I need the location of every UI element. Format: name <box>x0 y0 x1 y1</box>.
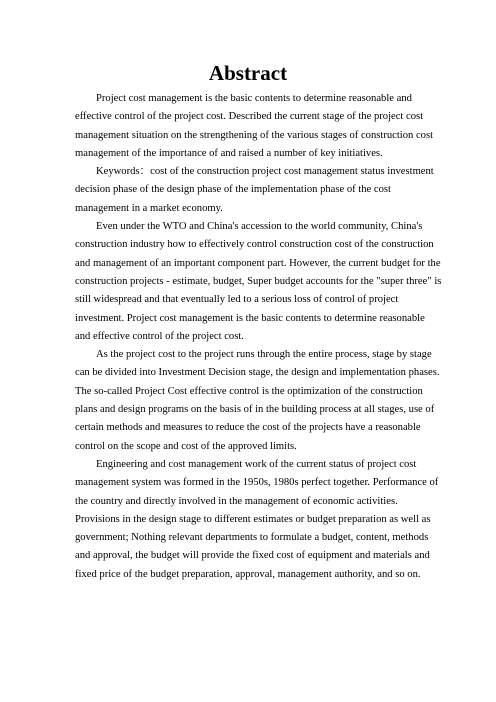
text-line: the country and directly involved in the management of economic activities. <box>75 495 398 507</box>
text-line: effective control of the project cost. Described the current stage of the project cost <box>75 111 424 123</box>
page-title: Abstract <box>208 61 288 85</box>
text-line: fixed price of the budget preparation, approval, management authority, and so on. <box>75 568 421 580</box>
text-line: Provisions in the design stage to different estimates or budget preparation as well as <box>75 513 431 525</box>
text-line: construction industry how to effectively control construction cost of the construction <box>75 239 434 251</box>
text-line: Even under the WTO and China's accession to the world community, China's <box>96 221 423 233</box>
text-line: construction projects - estimate, budget, Super budget accounts for the "super three" is <box>75 275 442 287</box>
text-line: As the project cost to the project runs through the entire process, stage by stage <box>96 349 432 361</box>
paragraph-keywords <box>75 163 434 218</box>
keywords-text: cost of the construction project cost management status investment <box>150 166 434 178</box>
keywords-label: Keywords： <box>96 166 151 178</box>
text-line: Project cost management is the basic contents to determine reasonable and <box>96 93 412 104</box>
text-line: plans and design programs on the basis of in the building process at all stages, use of <box>75 404 435 416</box>
text-line: Engineering and cost management work of the current status of project cost <box>96 458 417 470</box>
paragraph-stages <box>75 346 440 456</box>
text-line: government; Nothing relevant departments to formulate a budget, content, methods <box>75 532 429 544</box>
text-line: still widespread and that eventually led to a serious loss of control of project <box>75 294 399 306</box>
abstract-body <box>75 90 442 584</box>
text-line: control on the scope and cost of the approved limits. <box>75 440 297 452</box>
text-line: management of the importance of and raised a number of key initiatives. <box>75 147 383 159</box>
text-line: can be divided into Investment Decision stage, the design and implementation phases. <box>75 367 440 379</box>
text-line: The so-called Project Cost effective control is the optimization of the construction <box>75 385 423 397</box>
text-line: management situation on the strengthening of the various stages of construction cost <box>75 129 434 141</box>
paragraph-wto <box>75 218 442 346</box>
text-line: management in a market economy. <box>75 202 223 214</box>
text-line: decision phase of the design phase of the implementation phase of the cost <box>75 184 391 196</box>
text-line: management system was formed in the 1950s, 1980s perfect together. Performance of <box>75 477 439 489</box>
text-line: and management of an important component part. However, the current budget for the <box>75 257 441 269</box>
text-line: certain methods and measures to reduce the cost of the projects have a reasonable <box>75 422 421 434</box>
paragraph-intro <box>75 90 434 163</box>
text-line <box>75 163 434 181</box>
text-line: and approval, the budget will provide the fixed cost of equipment and materials and <box>75 550 430 562</box>
text-line: investment. Project cost management is the basic contents to determine reasonable <box>75 312 425 324</box>
text-line: and effective control of the project cost. <box>75 330 244 342</box>
paragraph-status <box>75 456 439 584</box>
